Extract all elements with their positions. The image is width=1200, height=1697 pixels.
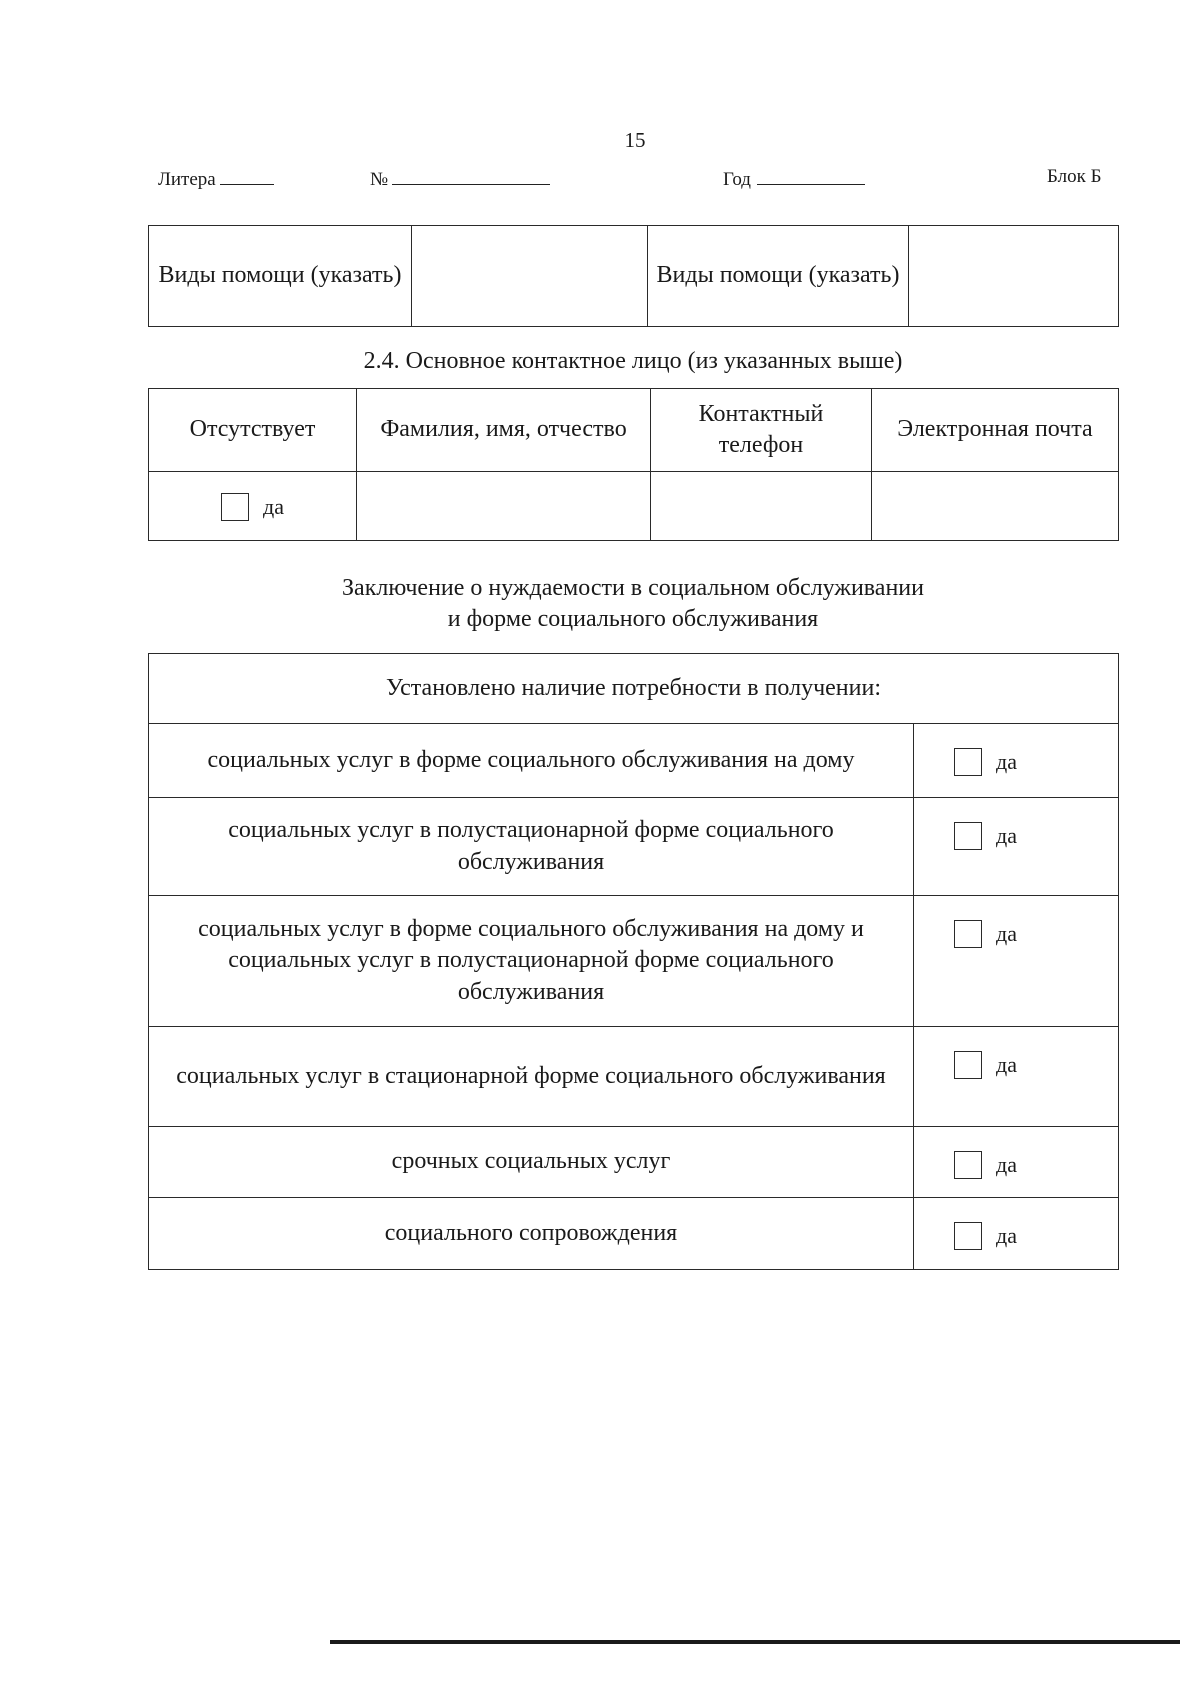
need-row-text: социальных услуг в полустационарной форме социального обслуживания [149,798,914,896]
need-checkbox[interactable] [954,1222,982,1250]
year-blank[interactable] [757,166,865,185]
need-row-option [914,724,1119,798]
contact-section-title: 2.4. Основное контактное лицо (из указанных выше) [363,348,903,374]
litera-label: Литера [158,169,216,190]
contact-absent-cell [149,472,357,541]
contact-table [148,388,1119,541]
contact-phone-value[interactable] [651,472,872,541]
need-row-option [914,798,1119,896]
conclusion-table [148,653,1119,1270]
need-checkbox[interactable] [954,822,982,850]
block-label: Блок Б [1047,166,1102,187]
number-blank[interactable] [392,166,550,185]
need-checkbox[interactable] [954,1051,982,1079]
need-row-text: социальных услуг в форме социального обслуживания на дому и социальных услуг в полустационарной форме социального обслуживания [149,896,914,1027]
need-row-text: социальных услуг в форме социального обслуживания на дому [149,724,914,798]
number-field [370,166,550,191]
need-checkbox[interactable] [954,920,982,948]
conclusion-title [148,573,1118,635]
contact-name-value[interactable] [357,472,651,541]
help-types-left-label: Виды помощи (указать) [149,226,412,327]
need-row-option [914,1027,1119,1127]
page-number: 15 [624,128,646,152]
year-field [723,166,865,191]
need-checkbox-label: да [996,1152,1017,1178]
need-row-text: социальных услуг в стационарной форме социального обслуживания [149,1027,914,1127]
page-bottom-rule [330,1640,1180,1644]
contact-email-value[interactable] [872,472,1119,541]
need-row-text: социального сопровождения [149,1198,914,1270]
litera-blank[interactable] [220,166,274,185]
contact-col-email: Электронная почта [872,389,1119,472]
conclusion-title-line2: и форме социального обслуживания [447,606,819,633]
need-row-option [914,896,1119,1027]
contact-col-name: Фамилия, имя, отчество [357,389,651,472]
help-types-right-value[interactable] [909,226,1119,327]
absent-checkbox-label: да [263,493,284,519]
conclusion-table-header: Установлено наличие потребности в получении: [149,654,1119,724]
need-checkbox-label: да [996,1223,1017,1249]
help-types-table [148,225,1119,327]
absent-checkbox[interactable] [221,493,249,521]
litera-field [158,166,274,191]
need-checkbox-label: да [996,823,1017,849]
need-checkbox[interactable] [954,748,982,776]
need-row-text: срочных социальных услуг [149,1127,914,1198]
need-checkbox[interactable] [954,1151,982,1179]
need-checkbox-label: да [996,921,1017,947]
contact-col-absent: Отсутствует [149,389,357,472]
year-label: Год [723,169,751,190]
help-types-right-label: Виды помощи (указать) [648,226,909,327]
contact-col-phone: Контактный телефон [651,389,872,472]
need-checkbox-label: да [996,749,1017,775]
need-row-option [914,1198,1119,1270]
conclusion-title-line1: Заключение о нуждаемости в социальном обслуживании [342,575,924,601]
need-row-option [914,1127,1119,1198]
help-types-left-value[interactable] [412,226,648,327]
number-label: № [370,169,389,190]
need-checkbox-label: да [996,1052,1017,1078]
